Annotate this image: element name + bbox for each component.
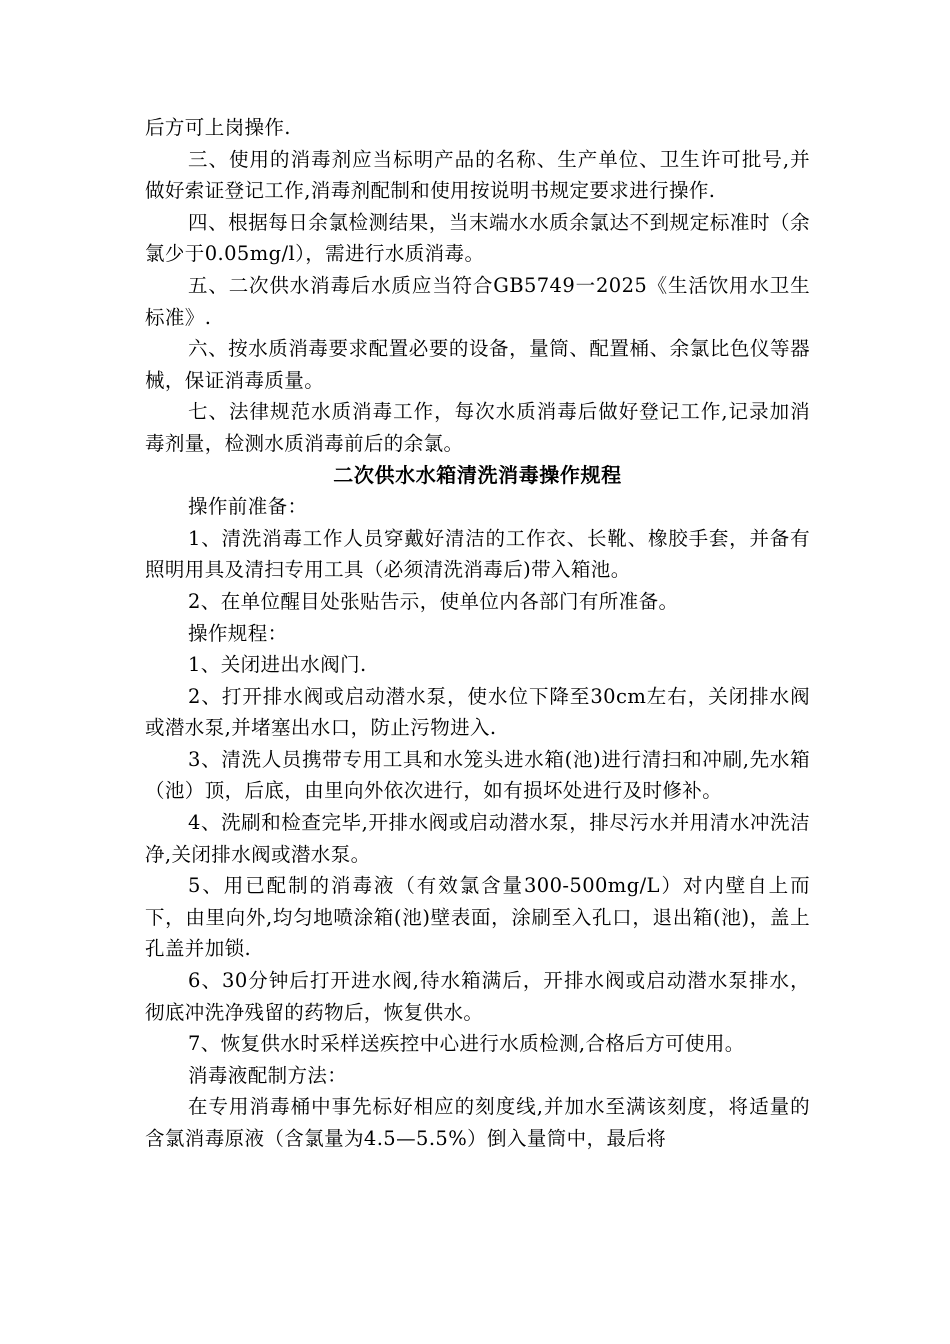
section-title: 二次供水水箱清洗消毒操作规程 [333, 462, 622, 487]
paragraph-continuation: 后方可上岗操作. [145, 116, 291, 139]
procedure-step-6: 6、30分钟后打开进水阀,待水箱满后，开排水阀或启动潜水泵排水，彻底冲洗净残留的药物后，恢复供水。 [145, 969, 810, 1024]
paragraph-item-6: 六、按水质消毒要求配置必要的设备，量筒、配置桶、余氯比色仪等器械，保证消毒质量。 [145, 337, 810, 392]
disinfectant-prep-text: 在专用消毒桶中事先标好相应的刻度线,并加水至满该刻度，将适量的含氯消毒原液（含氯量为4.5—5.5%）倒入量筒中，最后将 [145, 1095, 810, 1150]
subheading-disinfectant-prep: 消毒液配制方法： [188, 1063, 348, 1087]
paragraph-item-5: 五、二次供水消毒后水质应当符合GB5749一2025《生活饮用水卫生标准》. [145, 273, 810, 329]
paragraph-item-4: 四、根据每日余氯检测结果，当末端水水质余氯达不到规定标准时（余氯少于0.05mg/l），需进行水质消毒。 [145, 210, 810, 266]
paragraph-item-7: 七、法律规范水质消毒工作，每次水质消毒后做好登记工作,记录加消毒剂量，检测水质消毒前后的余氯。 [145, 400, 810, 455]
procedure-step-5: 5、用已配制的消毒液（有效氯含量300-500mg/L）对内壁自上而下，由里向外,均匀地喷涂箱(池)壁表面，涂刷至入孔口，退出箱(池)，盖上孔盖并加锁. [145, 874, 810, 961]
procedure-step-4: 4、洗刷和检查完毕,开排水阀或启动潜水泵，排尽污水并用清水冲洗洁净,关闭排水阀或潜水泵。 [145, 811, 810, 866]
document-page [145, 112, 810, 1155]
subheading-procedure: 操作规程： [188, 621, 288, 645]
procedure-step-1: 1、关闭进出水阀门. [188, 653, 367, 677]
prep-step-2: 2、在单位醒目处张贴告示，使单位内各部门有所准备。 [188, 589, 679, 613]
prep-step-1: 1、清洗消毒工作人员穿戴好清洁的工作衣、长靴、橡胶手套，并备有照明用具及清扫专用工具（必须清洗消毒后)带入箱池。 [145, 526, 810, 582]
procedure-step-3: 3、清洗人员携带专用工具和水笼头进水箱(池)进行清扫和冲刷,先水箱（池）顶，后底，由里向外依次进行，如有损坏处进行及时修补。 [145, 747, 810, 803]
subheading-preparation: 操作前准备： [188, 495, 308, 519]
paragraph-item-3: 三、使用的消毒剂应当标明产品的名称、生产单位、卫生许可批号,并做好索证登记工作,消毒剂配制和使用按说明书规定要求进行操作. [145, 147, 810, 203]
procedure-step-2: 2、打开排水阀或启动潜水泵，使水位下降至30cm左右，关闭排水阀或潜水泵,并堵塞出水口，防止污物进入. [145, 684, 810, 740]
procedure-step-7: 7、恢复供水时采样送疾控中心进行水质检测,合格后方可使用。 [188, 1032, 745, 1056]
